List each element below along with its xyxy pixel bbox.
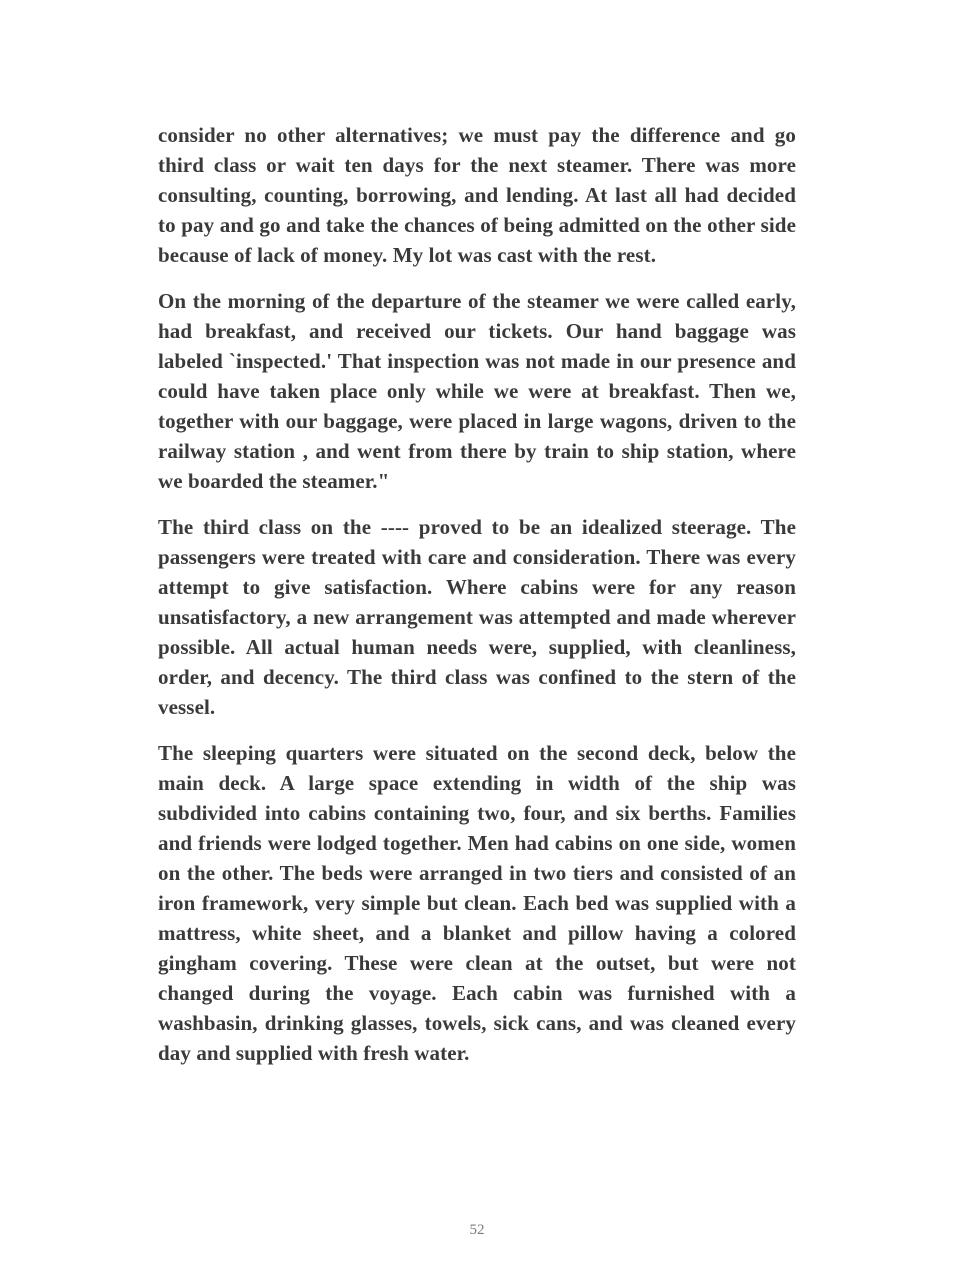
paragraph-4: The sleeping quarters were situated on the second deck, below the main deck. A large space extending in width of the ship was subdivided into cabins containing two, four, and six berths. Families and friends were lodged together. Men had cabins on one side, women on the other. The beds were arranged in two tiers and consisted of an iron framework, very simple but clean. Each bed was supplied with a mattress, white sheet, and a blanket and pillow having a colored gingham covering. These were clean at the outset, but were not changed during the voyage. Each cabin was furnished with a washbasin, drinking glasses, towels, sick cans, and was cleaned every day and supplied with fresh water.	[158, 741, 796, 1065]
body-text	[158, 120, 796, 1084]
paragraph-2: On the morning of the departure of the steamer we were called early, had breakfast, and received our tickets. Our hand baggage was labeled `inspected.' That inspection was not made in our presence and could have taken place only while we were at breakfast. Then we, together with our baggage, were placed in large wagons, driven to the railway station , and went from there by train to ship station, where we boarded the steamer."	[158, 289, 796, 493]
page-number: 52	[469, 1222, 485, 1238]
paragraph-3: The third class on the ---- proved to be an idealized steerage. The passengers were treated with care and consideration. There was every attempt to give satisfaction. Where cabins were for any reason unsatisfactory, a new arrangement was attempted and made wherever possible. All actual human needs were, supplied, with cleanliness, order, and decency. The third class was confined to the stern of the vessel.	[158, 515, 796, 719]
paragraph-1: consider no other alternatives; we must pay the difference and go third class or wait ten days for the next steamer. There was more consulting, counting, borrowing, and lending. At last all had decided to pay and go and take the chances of being admitted on the other side because of lack of money. My lot was cast with the rest.	[158, 123, 796, 267]
